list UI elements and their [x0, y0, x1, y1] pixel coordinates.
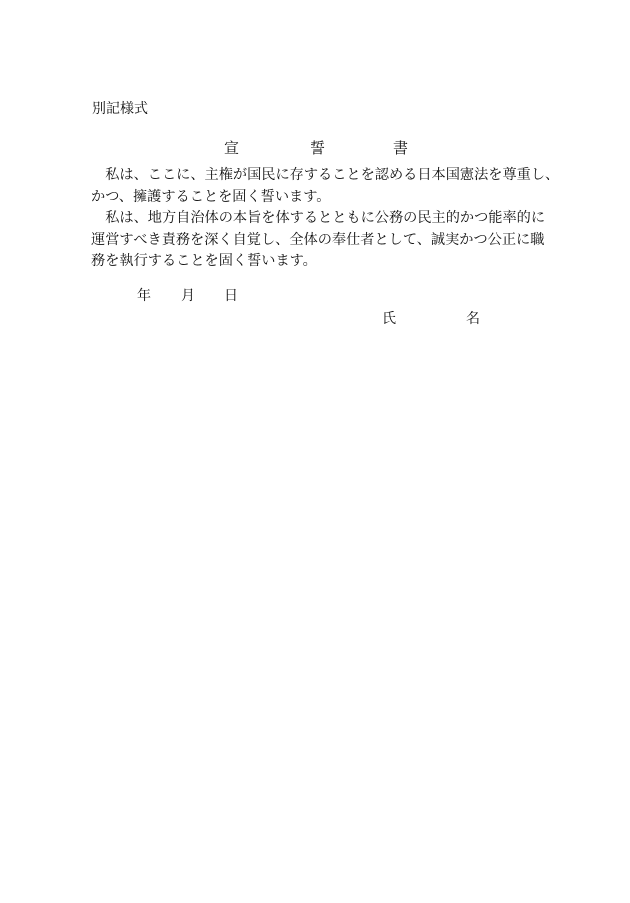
- title-char-sen: 宣: [224, 139, 240, 157]
- oath-paragraph-constitution: [91, 165, 560, 208]
- paragraph-line: 私は、ここに、主権が国民に存することを認める日本国憲法を尊重し、: [91, 167, 560, 183]
- date-month-label: 月: [181, 288, 195, 304]
- paragraph-line: 運営すべき責務を深く自覚し、全体の奉仕者として、誠実かつ公正に職: [91, 231, 545, 248]
- name-label-first-char: 氏: [382, 311, 396, 327]
- paragraph-line: 務を執行することを固く誓います。: [91, 253, 317, 269]
- date-year-label: 年: [137, 288, 151, 304]
- paragraph-line: 私は、地方自治体の本旨を体するとともに公務の民主的かつ能率的に: [91, 210, 546, 226]
- paragraph-line: かつ、擁護することを固く誓います。: [91, 188, 331, 205]
- oath-paragraph-duty: [91, 208, 551, 273]
- title-char-sho: 書: [393, 139, 409, 157]
- date-day-label: 日: [224, 288, 238, 304]
- form-label: 別記様式: [92, 101, 148, 117]
- name-label-second-char: 名: [466, 311, 480, 327]
- title-char-sei: 誓: [310, 139, 326, 157]
